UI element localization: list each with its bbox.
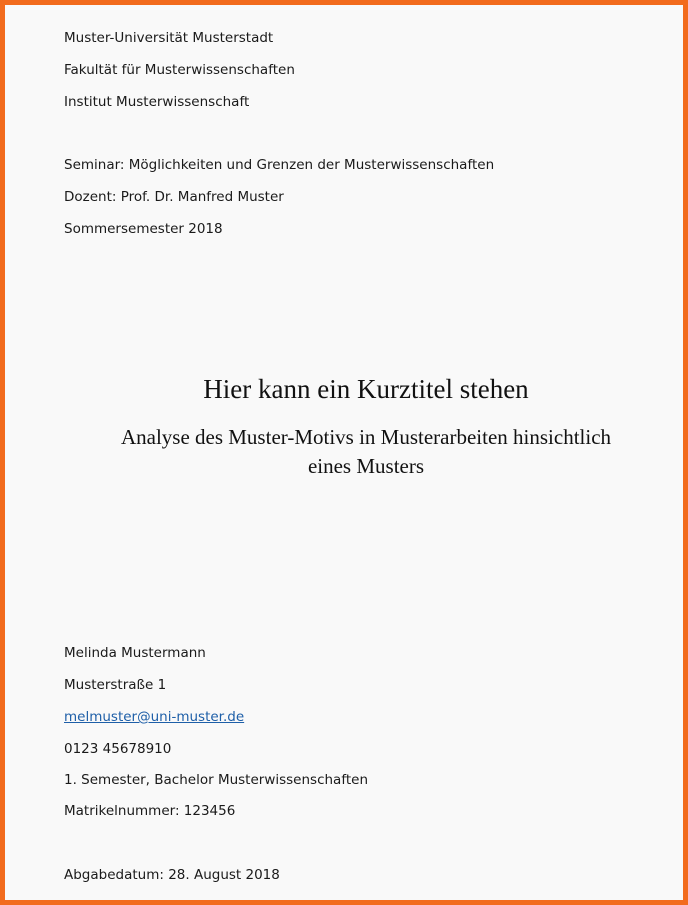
author-street: Musterstraße 1: [64, 677, 167, 693]
subtitle-line-1: Analyse des Muster-Motivs in Musterarbeiten hinsichtlich: [120, 425, 612, 449]
author-name: Melinda Mustermann: [64, 645, 206, 661]
matriculation-number: Matrikelnummer: 123456: [64, 803, 236, 819]
short-title: Hier kann ein Kurztitel stehen: [203, 374, 529, 404]
author-phone: 0123 45678910: [64, 741, 172, 757]
lecturer: Dozent: Prof. Dr. Manfred Muster: [64, 189, 284, 205]
author-email-link[interactable]: melmuster@uni-muster.de: [64, 709, 245, 725]
author-study: 1. Semester, Bachelor Musterwissenschaften: [64, 772, 369, 788]
university-name: Muster-Universität Musterstadt: [64, 30, 274, 46]
faculty-name: Fakultät für Musterwissenschaften: [64, 62, 295, 78]
semester: Sommersemester 2018: [64, 221, 223, 237]
seminar-title: Seminar: Möglichkeiten und Grenzen der Musterwissenschaften: [64, 157, 495, 173]
subtitle-line-2: eines Musters: [307, 454, 425, 478]
institute-name: Institut Musterwissenschaft: [64, 94, 250, 110]
submission-date: Abgabedatum: 28. August 2018: [64, 867, 280, 883]
